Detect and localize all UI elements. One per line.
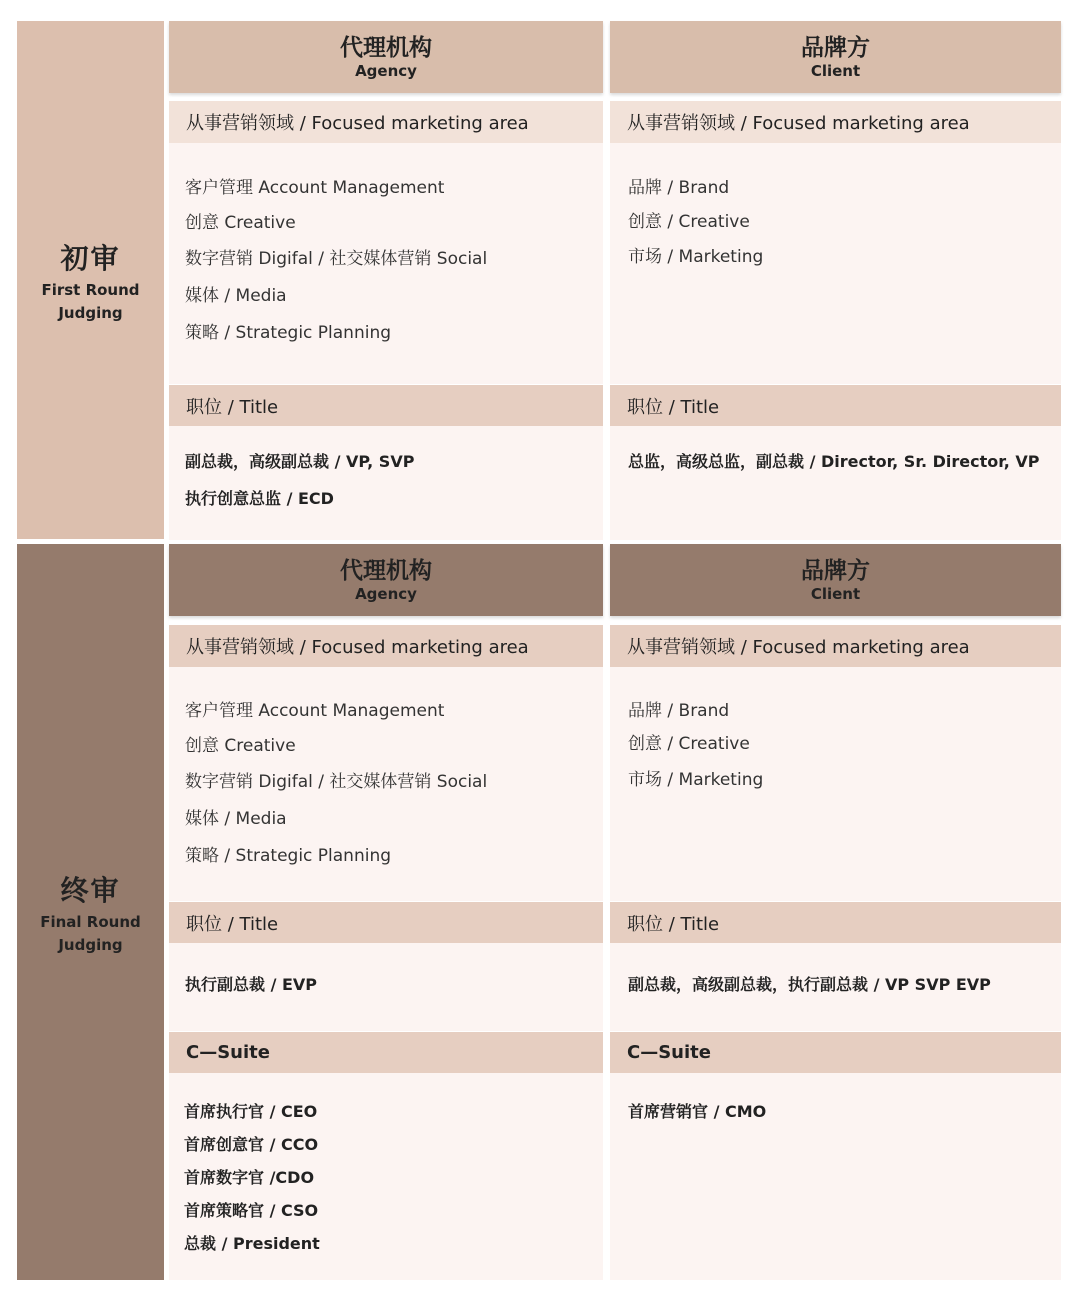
r2-client-focus-bar: [610, 625, 1061, 667]
r1-client-title-bar: [610, 385, 1061, 426]
list-item: 执行副总裁 / EVP: [185, 975, 318, 994]
list-item: 客户管理 Account Management: [185, 701, 445, 721]
r2-agency-header-cn: 代理机构: [340, 557, 432, 584]
r1-client-focus-label: 从事营销领域 / Focused marketing area: [627, 113, 970, 134]
r1-agency-focus-area: [169, 143, 603, 384]
list-item: 数字营销 Digifal / 社交媒体营销 Social: [185, 249, 488, 269]
r2-client-title-bar: [610, 902, 1061, 943]
list-item: 副总裁，高级副总裁，执行副总裁 / VP SVP EVP: [628, 975, 991, 994]
list-item: 首席策略官 / CSO: [184, 1201, 319, 1220]
list-item: 副总裁，高级副总裁 / VP, SVP: [185, 452, 415, 471]
r2-client-header-cn: 品牌方: [801, 557, 870, 584]
list-item: 执行创意总监 / ECD: [185, 489, 334, 508]
r1-agency-title-area: [169, 426, 603, 540]
list-item: 创意 Creative: [185, 213, 296, 233]
list-item: 市场 / Marketing: [628, 247, 764, 267]
list-item: 首席创意官 / CCO: [184, 1135, 319, 1154]
first-round-label: [17, 21, 164, 539]
first-round-en-line1: First Round: [41, 281, 140, 299]
r2-client-title-area: [610, 943, 1061, 1031]
list-item: 创意 Creative: [185, 736, 296, 756]
list-item: 创意 / Creative: [628, 212, 750, 232]
r2-agency-focus-bar: [169, 625, 603, 667]
r2-client-title-label: 职位 / Title: [627, 913, 720, 935]
r2-client-csuite-bar: [610, 1032, 1061, 1073]
list-item: 媒体 / Media: [185, 809, 287, 829]
list-item: 品牌 / Brand: [628, 178, 730, 198]
r1-client-focus-bar: [610, 101, 1061, 143]
r1-agency-focus-bar: [169, 101, 603, 143]
list-item: 数字营销 Digifal / 社交媒体营销 Social: [185, 772, 488, 792]
list-item: 首席营销官 / CMO: [628, 1102, 767, 1121]
r1-agency-header-cn: 代理机构: [340, 34, 432, 61]
r1-agency-title-bar: [169, 385, 603, 426]
list-item: 策略 / Strategic Planning: [185, 323, 392, 343]
list-item: 客户管理 Account Management: [185, 178, 445, 198]
first-round-en-line2: Judging: [58, 304, 123, 322]
r1-client-title-label: 职位 / Title: [627, 396, 720, 418]
r2-client-header: [610, 544, 1061, 616]
r2-agency-header-en: Agency: [355, 584, 417, 603]
r2-client-header-en: Client: [810, 584, 861, 603]
r2-agency-title-area: [169, 943, 603, 1031]
r1-agency-header-en: Agency: [355, 61, 417, 80]
r2-agency-focus-label: 从事营销领域 / Focused marketing area: [186, 637, 529, 658]
r2-agency-title-bar: [169, 902, 603, 943]
r2-client-focus-label: 从事营销领域 / Focused marketing area: [627, 637, 970, 658]
r2-agency-csuite-bar: [169, 1032, 603, 1073]
r1-client-header: [610, 21, 1061, 93]
final-round-label: [17, 544, 164, 1280]
r1-agency-header: [169, 21, 603, 93]
r2-agency-header: [169, 544, 603, 616]
r1-agency-title-label: 职位 / Title: [186, 396, 279, 418]
list-item: 策略 / Strategic Planning: [185, 846, 392, 866]
first-round-cn: 初审: [60, 242, 121, 275]
r2-agency-focus-area: [169, 667, 603, 901]
list-item: 首席执行官 / CEO: [184, 1102, 318, 1121]
final-round-en-line1: Final Round: [40, 913, 141, 931]
r2-client-csuite-label: C—Suite: [627, 1042, 711, 1063]
r2-client-focus-area: [610, 667, 1061, 901]
r2-agency-csuite-area: [169, 1073, 603, 1280]
r2-agency-title-label: 职位 / Title: [186, 913, 279, 935]
r1-client-title-area: [610, 426, 1061, 540]
list-item: 市场 / Marketing: [628, 770, 764, 790]
r1-client-header-cn: 品牌方: [801, 34, 870, 61]
r1-client-focus-area: [610, 143, 1061, 384]
r1-agency-focus-label: 从事营销领域 / Focused marketing area: [186, 113, 529, 134]
list-item: 媒体 / Media: [185, 286, 287, 306]
r1-client-header-en: Client: [810, 61, 861, 80]
list-item: 总裁 / President: [184, 1234, 320, 1253]
r2-client-csuite-area: [610, 1073, 1061, 1280]
list-item: 创意 / Creative: [628, 734, 750, 754]
final-round-en-line2: Judging: [58, 936, 123, 954]
final-round-cn: 终审: [60, 874, 121, 907]
list-item: 首席数字官 /CDO: [184, 1168, 315, 1187]
list-item: 总监，高级总监，副总裁 / Director, Sr. Director, VP: [628, 452, 1040, 471]
r2-agency-csuite-label: C—Suite: [186, 1042, 270, 1063]
list-item: 品牌 / Brand: [628, 701, 730, 721]
